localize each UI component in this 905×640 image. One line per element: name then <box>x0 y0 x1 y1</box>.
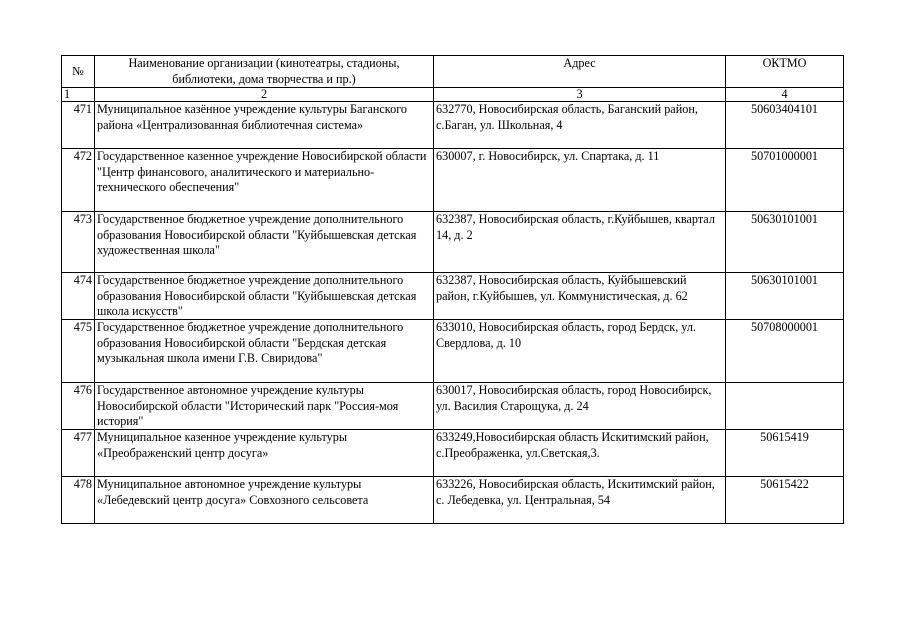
table-row <box>62 477 844 524</box>
header-name-text: Наименование организации (кинотеатры, стадионы, библиотеки, дома творчества и пр.) <box>128 56 400 86</box>
column-index-3: 3 <box>434 88 726 102</box>
table-row <box>62 430 844 477</box>
row-name-text: Государственное бюджетное учреждение дополнительного образования Новосибирской области "Куйбышевская детская художественная школа" <box>97 212 417 257</box>
organizations-table <box>61 55 844 524</box>
row-name <box>95 383 434 430</box>
row-address: 632770, Новосибирская область, Баганский район, с.Баган, ул. Школьная, 4 <box>434 102 726 149</box>
row-name <box>95 273 434 320</box>
row-address: 630017, Новосибирская область, город Новосибирск, ул. Василия Старощука, д. 24 <box>434 383 726 430</box>
row-name-text: Государственное автономное учреждение культуры Новосибирской области "Исторический парк "Россия-моя история" <box>97 383 399 428</box>
row-name <box>95 149 434 212</box>
row-oktmo: 50615419 <box>726 430 844 477</box>
column-index-row <box>62 88 844 102</box>
row-oktmo <box>726 383 844 430</box>
row-number: 478 <box>62 477 95 524</box>
row-name <box>95 430 434 477</box>
row-number: 473 <box>62 212 95 273</box>
row-oktmo: 50615422 <box>726 477 844 524</box>
column-index-4: 4 <box>726 88 844 102</box>
table-row <box>62 320 844 383</box>
row-address: 633249,Новосибирская область Искитимский район, с.Преображенка, ул.Светская,3. <box>434 430 726 477</box>
row-address: 632387, Новосибирская область, г.Куйбышев, квартал 14, д. 2 <box>434 212 726 273</box>
row-address: 633010, Новосибирская область, город Бердск, ул. Свердлова, д. 10 <box>434 320 726 383</box>
row-number: 475 <box>62 320 95 383</box>
header-address: Адрес <box>434 56 726 88</box>
row-oktmo: 50630101001 <box>726 273 844 320</box>
table-row <box>62 102 844 149</box>
column-index-2: 2 <box>95 88 434 102</box>
row-name-text: Государственное бюджетное учреждение дополнительного образования Новосибирской области "Бердская детская музыкальная школа имени Г.В. Свиридова" <box>97 320 404 365</box>
row-name-text: Государственное казенное учреждение Новосибирской области "Центр финансового, аналитического и материально-технического обеспечения" <box>97 149 427 194</box>
row-name <box>95 320 434 383</box>
row-oktmo: 50603404101 <box>726 102 844 149</box>
row-number: 477 <box>62 430 95 477</box>
header-name <box>95 56 434 88</box>
row-address: 633226, Новосибирская область, Искитимский район, с. Лебедевка, ул. Центральная, 54 <box>434 477 726 524</box>
row-name-text: Государственное бюджетное учреждение дополнительного образования Новосибирской области "Куйбышевская детская школа искусств" <box>97 273 417 318</box>
row-name-text: Муниципальное казённое учреждение культуры Баганского района «Централизованная библиотечная система» <box>97 102 407 132</box>
row-number: 474 <box>62 273 95 320</box>
table-row <box>62 383 844 430</box>
row-address: 632387, Новосибирская область, Куйбышевский район, г.Куйбышев, ул. Коммунистическая, д. 62 <box>434 273 726 320</box>
header-row <box>62 56 844 88</box>
row-name <box>95 102 434 149</box>
header-oktmo: ОКТМО <box>726 56 844 88</box>
column-index-1: 1 <box>62 88 95 102</box>
row-name-text: Муниципальное казенное учреждение культуры «Преображенский центр досуга» <box>97 430 348 460</box>
table-row <box>62 149 844 212</box>
row-address: 630007, г. Новосибирск, ул. Спартака, д. 11 <box>434 149 726 212</box>
table-row <box>62 212 844 273</box>
row-name <box>95 212 434 273</box>
header-num: № <box>62 56 95 88</box>
row-number: 472 <box>62 149 95 212</box>
row-name <box>95 477 434 524</box>
row-oktmo: 50701000001 <box>726 149 844 212</box>
row-oktmo: 50708000001 <box>726 320 844 383</box>
row-oktmo: 50630101001 <box>726 212 844 273</box>
table-row <box>62 273 844 320</box>
row-number: 471 <box>62 102 95 149</box>
row-name-text: Муниципальное автономное учреждение культуры «Лебедевский центр досуга» Совхозного сельсовета <box>97 477 369 507</box>
row-number: 476 <box>62 383 95 430</box>
